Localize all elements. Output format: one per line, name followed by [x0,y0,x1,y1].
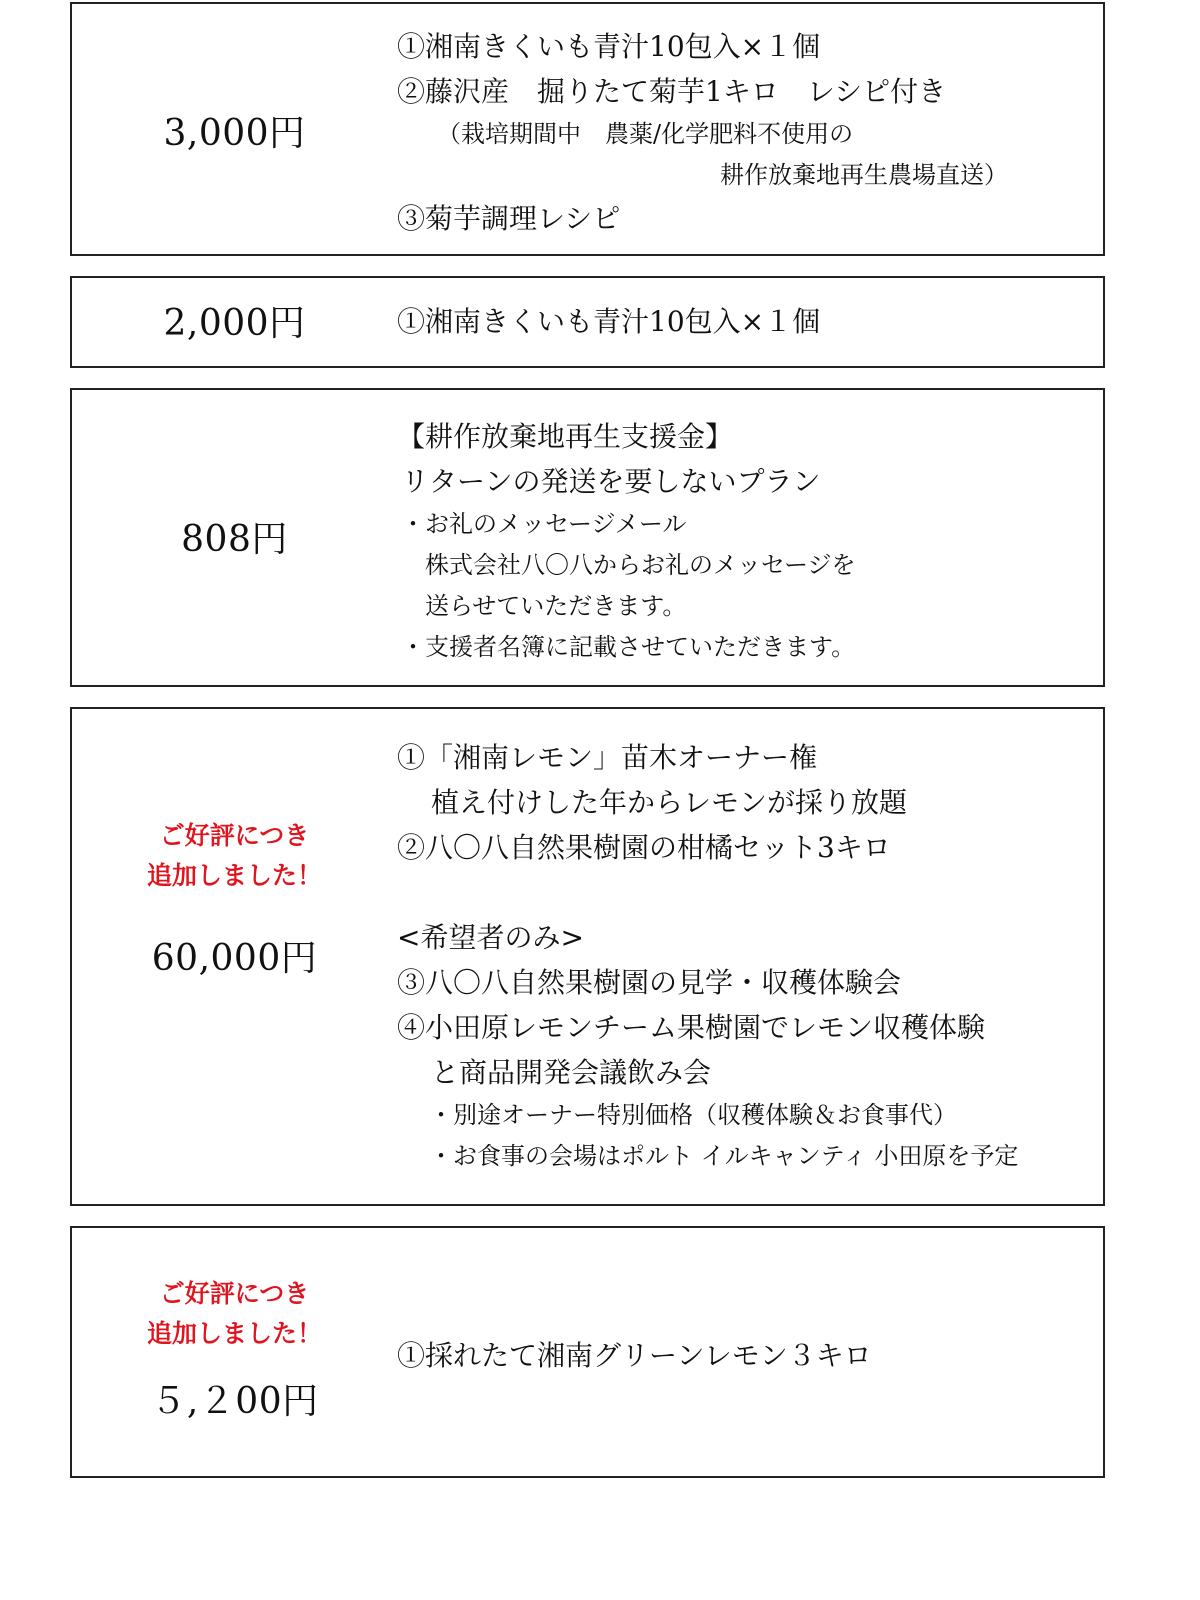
plan-line: ③菊芋調理レシピ [397,202,621,235]
plan-line: 植え付けした年からレモンが採り放題 [431,786,908,819]
plan-card-2000 [70,276,1105,368]
plan-line: リターンの発送を要しないプラン [401,465,821,498]
plan-line: ④小田原レモンチーム果樹園でレモン収穫体験 [397,1011,986,1044]
plan-line: ①湘南きくいも青汁10包入×１個 [397,305,821,338]
plan-description [397,299,820,344]
plan-card-808 [70,388,1105,687]
plan-line: ②八〇八自然果樹園の柑橘セット3キロ [397,831,891,864]
plan-line: ③八〇八自然果樹園の見学・収穫体験会 [397,966,902,999]
added-notice: ご好評につき [159,821,310,850]
plan-card-60000 [70,707,1105,1206]
plan-description [397,24,1008,241]
plan-line: 株式会社八〇八からお礼のメッセージを [425,551,856,579]
added-notice: 追加しました！ [146,861,322,890]
plan-card-3000 [70,2,1105,256]
plan-line: （栽培期間中 農薬/化学肥料不使用の [437,120,854,148]
plan-price: 2,000円 [163,303,306,344]
plan-line: 送らせていただきます。 [425,592,687,620]
plan-line: ①湘南きくいも青汁10包入×１個 [397,30,821,63]
plan-line: ・別途オーナー特別価格（収穫体験＆お食事代） [429,1101,957,1129]
plan-description [397,414,856,668]
plan-line: 【耕作放棄地再生支援金】 [397,420,734,453]
plan-line: ・お礼のメッセージメール [401,510,687,538]
added-notice: 追加しました！ [146,1319,322,1348]
plan-line: 耕作放棄地再生農場直送） [720,161,1008,189]
plan-price: 60,000円 [151,938,318,979]
plan-card-5200 [70,1226,1105,1478]
plan-line: ②藤沢産 掘りたて菊芋1キロ レシピ付き [397,75,947,108]
plan-description [397,735,1018,1177]
plan-line: ・お食事の会場はポルト イルキャンティ 小田原を予定 [429,1142,1019,1170]
plan-line: ・支援者名簿に記載させていただきます。 [401,633,856,661]
plan-description [397,1333,872,1378]
plan-line: ①採れたて湘南グリーンレモン３キロ [397,1339,872,1372]
added-notice: ご好評につき [159,1279,310,1308]
plan-line: <希望者のみ> [397,921,584,954]
plan-price: ５,２00円 [150,1381,319,1422]
plan-line: ①「湘南レモン」苗木オーナー権 [397,741,818,774]
plan-line: と商品開発会議飲み会 [431,1056,712,1089]
plan-price: 808円 [181,519,288,560]
plan-price: 3,000円 [163,113,306,154]
